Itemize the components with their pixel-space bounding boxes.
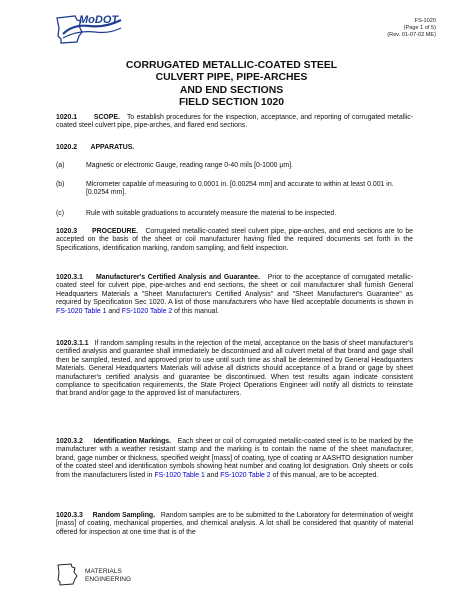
item-label: (a) xyxy=(56,162,65,169)
section-identification-markings xyxy=(56,438,413,480)
section-number: 1020.2 xyxy=(56,144,78,151)
section-number: 1020.3.2 xyxy=(56,438,83,445)
section-heading: SCOPE. xyxy=(93,114,120,121)
section-text: If random sampling results in the rejection of the metal, acceptance on the basis of sheet manufacturer's certified analysis and guarantee shall immediately be discontinued and all culvert metal of that brand and gage shall then be sampled, tested, and approved prior to use until such time as shall be determined by General Headquarters Materials. General Headquarters Materials will advise all districts should acceptance of a brand or gage by sheet manufacturer's certified analysis and guarantee be discontinued. When test results again indicate consistent compliance to specification requirements, the State Project Operations Engineer will notify all districts to reinstate that brand and/or gage to the approved list of manufacturers. xyxy=(56,340,413,398)
table-1-link[interactable]: FS-1020 Table 1 xyxy=(154,471,205,479)
section-text: To establish procedures for the inspection, acceptance, and reporting of corrugated metallic-coated steel culvert pipe, pipe-arches, and flared end sections. xyxy=(56,114,413,130)
section-number: 1020.1 xyxy=(56,114,78,121)
page-number: (Page 1 of 5) xyxy=(403,25,436,31)
section-certified-analysis xyxy=(56,274,413,316)
item-text: Magnetic or electronic Gauge, reading range 0-40 mils [0-1000 μm]. xyxy=(86,162,293,169)
item-text: Rule with suitable graduations to accurately measure the material to be inspected. xyxy=(86,210,337,217)
section-procedure xyxy=(56,228,413,253)
footer-text xyxy=(85,568,131,584)
section-heading: Identification Markings. xyxy=(93,438,172,445)
section-number: 1020.3.1.1 xyxy=(56,340,89,347)
footer-line: ENGINEERING xyxy=(85,576,132,583)
section-number: 1020.3.3 xyxy=(56,512,83,519)
section-random-rejection xyxy=(56,340,413,399)
section-heading: APPARATUS. xyxy=(90,144,135,151)
apparatus-item-b xyxy=(56,181,413,199)
modot-logo xyxy=(55,12,125,46)
section-heading: Random Sampling. xyxy=(92,512,156,519)
form-code: FS-1020 xyxy=(414,18,436,24)
section-number: 1020.3.1 xyxy=(56,274,83,281)
conjunction-text: and xyxy=(204,471,221,479)
section-heading: PROCEDURE. xyxy=(92,228,138,235)
document-code-block xyxy=(387,18,436,39)
section-number: 1020.3 xyxy=(56,228,78,235)
item-label: (b) xyxy=(56,181,65,188)
section-text: Each sheet or coil of corrugated metallic-coated steel is to be marked by the manufacturer with a weather resistant stamp and the marking is to contain the name of the sheet manufacturer, brand, gage number or thickness, specified weight [mass] of coating, type of coating or AASHTO designation number of the coated steel and identification symbols showing heat number and coating lot designation. Only sheets or coils from the manufacturers listed in xyxy=(56,438,413,479)
title-line: AND END SECTIONS xyxy=(179,84,284,96)
table-2-link[interactable]: FS-1020 Table 2 xyxy=(121,307,173,315)
section-random-sampling xyxy=(56,512,413,537)
section-text: Prior to the acceptance of corrugated metallic-coated steel for culvert pipe, pipe-arches and end sections, the sheet or coil manufacturer shall furnish General Headquarters Materials a "Sheet Manufacturer's Certified Analysis" and "Sheet Manufacturer's Guarantee" as required by Specification Sec 1020. A list of those manufacturers who have filed acceptable documents is shown in xyxy=(56,274,414,307)
apparatus-item-a xyxy=(56,162,413,171)
conjunction-text: and xyxy=(106,307,122,315)
logo-text: MoDOT xyxy=(79,14,119,26)
section-text-end: of this manual. xyxy=(172,307,219,315)
footer xyxy=(56,560,256,590)
title-line: CORRUGATED METALLIC-COATED STEEL xyxy=(125,60,338,71)
revision-date: (Rev. 01-07-02 ME) xyxy=(387,32,436,38)
section-apparatus xyxy=(56,144,413,152)
footer-line: MATERIALS xyxy=(85,568,122,575)
document-title xyxy=(0,60,463,110)
title-line: CULVERT PIPE, PIPE-ARCHES xyxy=(155,72,308,84)
section-text-end: of this manual, are to be accepted. xyxy=(270,471,379,479)
apparatus-item-c xyxy=(56,210,413,219)
item-label: (c) xyxy=(56,210,65,217)
section-text: Corrugated metallic-coated steel culvert pipe, pipe-arches, and end sections are to be accepted on the basis of the sheet or coil manufacturer having filed the required documents set forth in the Specifications, identification marking, random sampling, and field inspection. xyxy=(56,228,413,252)
table-1-link[interactable]: FS-1020 Table 1 xyxy=(56,307,107,315)
table-2-link[interactable]: FS-1020 Table 2 xyxy=(220,471,271,479)
section-text: Random samples are to be submitted to the Laboratory for determination of weight [mass] of coating, mechanical properties, and chemical analysis. A lot shall be considered that quantity of material offered for inspection at one time that is of the xyxy=(56,512,413,536)
section-heading: Manufacturer's Certified Analysis and Guarantee. xyxy=(95,274,260,281)
section-scope xyxy=(56,114,413,131)
item-text: Micrometer capable of measuring to 0.0001 in. [0.00254 mm] and accurate to within at least 0.001 in. [0.0254 mm]. xyxy=(86,181,394,197)
missouri-outline-icon xyxy=(56,562,82,588)
title-line: FIELD SECTION 1020 xyxy=(178,97,285,109)
